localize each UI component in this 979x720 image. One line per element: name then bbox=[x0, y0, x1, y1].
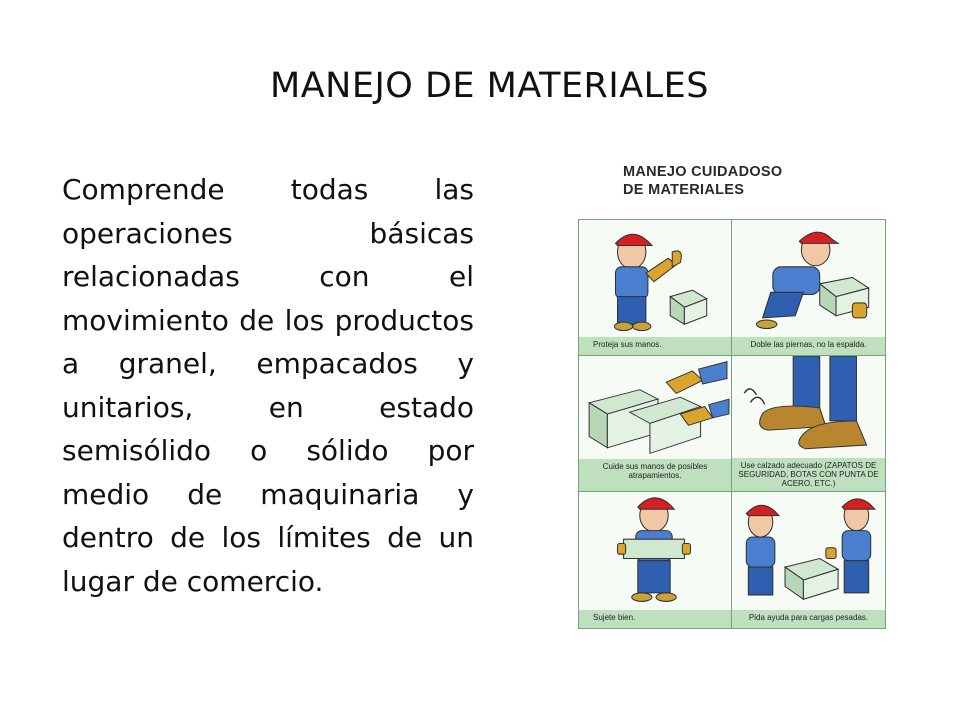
two-workers-lifting-box-icon bbox=[732, 492, 885, 610]
panel-safety-footwear bbox=[732, 356, 885, 492]
panel-caption: Sujete bien. bbox=[579, 610, 731, 628]
body-paragraph: Comprende todas las operaciones básicas relacionadas con el movimiento de los productos a granel, empacados y unitarios, en estado semisólido o sólido por medio de maquinaria y dentro de los límites de un lugar de comercio. bbox=[62, 173, 474, 598]
panel-grip-firmly bbox=[579, 492, 732, 628]
poster-title-line-1: MANEJO CUIDADOSO bbox=[623, 164, 783, 180]
panel-caption: Cuide sus manos de posibles atrapamientos. bbox=[579, 459, 731, 491]
poster-title bbox=[623, 163, 782, 199]
gloved-hands-on-boxes-icon bbox=[579, 356, 731, 459]
panel-pinch-points bbox=[579, 356, 732, 492]
panel-ask-for-help bbox=[732, 492, 885, 628]
worker-bending-knees-icon bbox=[732, 220, 885, 337]
poster-title-line-2: DE MATERIALES bbox=[623, 182, 745, 198]
worker-putting-on-gloves-icon bbox=[579, 220, 731, 337]
safety-poster bbox=[575, 155, 887, 630]
panel-caption: Pida ayuda para cargas pesadas. bbox=[732, 610, 885, 628]
poster-panel-grid bbox=[578, 219, 886, 629]
panel-caption: Use calzado adecuado (ZAPATOS DE SEGURIDAD, BOTAS CON PUNTA DE ACERO, ETC.) bbox=[732, 458, 885, 491]
panel-caption: Proteja sus manos. bbox=[579, 337, 731, 355]
worker-carrying-box-icon bbox=[579, 492, 731, 610]
panel-protect-hands bbox=[579, 220, 732, 356]
panel-caption: Doble las piernas, no la espalda. bbox=[732, 337, 885, 355]
panel-bend-knees bbox=[732, 220, 885, 356]
safety-boots-icon bbox=[732, 356, 885, 458]
slide-title: MANEJO DE MATERIALES bbox=[270, 66, 709, 106]
